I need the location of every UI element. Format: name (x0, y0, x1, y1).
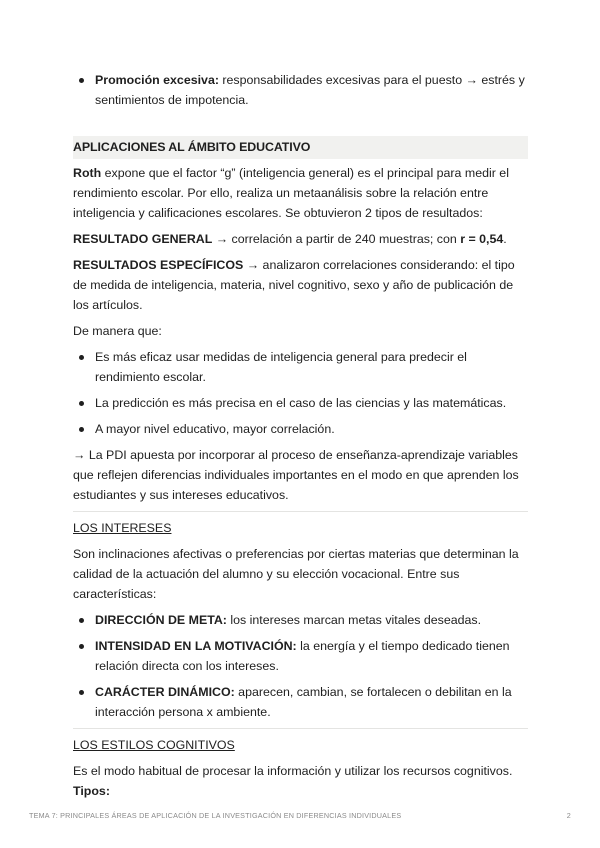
bullet-text: Es más eficaz usar medidas de inteligencia general para predecir el rendimiento escolar. (95, 350, 467, 384)
applications-bullet-list (73, 347, 528, 439)
bullet-term: Promoción excesiva: (95, 73, 219, 87)
interests-bullet-list (73, 610, 528, 722)
paragraph-text: . (503, 232, 507, 246)
document-page (73, 70, 528, 807)
bullet-icon (79, 618, 84, 623)
bullet-icon (79, 644, 84, 649)
paragraph-manner: De manera que: (73, 324, 162, 338)
paragraph-general-result (73, 229, 528, 249)
section-heading-applications: APLICACIONES AL ÁMBITO EDUCATIVO (73, 136, 528, 159)
paragraph-roth (73, 163, 528, 223)
paragraph-text: → correlación a partir de 240 muestras; con (212, 232, 461, 246)
list-item (73, 70, 528, 110)
list-item (73, 636, 528, 676)
page-footer (29, 811, 571, 821)
section-divider (73, 728, 528, 729)
bullet-text: responsabilidades excesivas para el puesto → estrés y sentimientos de impotencia. (95, 73, 525, 107)
top-bullet-list (73, 70, 528, 110)
correlation-value: r = 0,54 (460, 232, 504, 246)
list-item (73, 419, 528, 439)
bullet-icon (79, 78, 84, 83)
bullet-text: aparecen, cambian, se fortalecen o debilitan en la interacción persona x ambiente. (95, 685, 512, 719)
list-item (73, 610, 528, 630)
paragraph-text: Es el modo habitual de procesar la información y utilizar los recursos cognitivos. (73, 764, 513, 778)
author-name: Roth (73, 166, 102, 180)
specific-results-term: RESULTADOS ESPECÍFICOS (73, 258, 244, 272)
types-label: Tipos: (73, 784, 110, 798)
section-divider (73, 511, 528, 512)
paragraph-text: expone que el factor “g” (inteligencia general) es el principal para medir el rendimiento escolar. Por ello, realiza un metaanálisis sobre la relación entre inteligencia y calificaciones escolares. Se obtuvieron 2 tipos de resultados: (73, 166, 509, 220)
list-item (73, 682, 528, 722)
list-item (73, 347, 528, 387)
bullet-text: la energía y el tiempo dedicado tienen relación directa con los intereses. (95, 639, 510, 673)
section-title-cognitive-styles: LOS ESTILOS COGNITIVOS (73, 738, 235, 752)
bullet-icon (79, 401, 84, 406)
list-item (73, 393, 528, 413)
paragraph-interests-intro: Son inclinaciones afectivas o preferencias por ciertas materias que determinan la calidad de la actuación del alumno y su elección vocacional. Entre sus características: (73, 547, 519, 601)
bullet-text: A mayor nivel educativo, mayor correlación. (95, 422, 335, 436)
bullet-text: La predicción es más precisa en el caso de las ciencias y las matemáticas. (95, 396, 507, 410)
bullet-term: CARÁCTER DINÁMICO: (95, 685, 235, 699)
footer-title: TEMA 7: PRINCIPALES ÁREAS DE APLICACIÓN DE LA INVESTIGACIÓN EN DIFERENCIAS INDIVIDUALES (29, 811, 402, 820)
paragraph-text: → analizaron correlaciones considerando: el tipo de medida de inteligencia, materia, nivel cognitivo, sexo y año de publicación de los artículos. (73, 258, 515, 312)
bullet-icon (79, 355, 84, 360)
paragraph-specific-results (73, 255, 528, 315)
section-title-interests: LOS INTERESES (73, 521, 172, 535)
bullet-text: los intereses marcan metas vitales deseadas. (226, 613, 482, 627)
bullet-icon (79, 690, 84, 695)
paragraph-styles-intro (73, 761, 528, 801)
bullet-icon (79, 427, 84, 432)
general-result-term: RESULTADO GENERAL (73, 232, 213, 246)
bullet-term: DIRECCIÓN DE META: (95, 613, 227, 627)
page-number: 2 (566, 811, 571, 820)
paragraph-pdi: → La PDI apuesta por incorporar al proceso de enseñanza-aprendizaje variables que reflejen diferencias individuales importantes en el modo en que aprenden los estudiantes y sus intereses educativos. (73, 448, 519, 502)
bullet-term: INTENSIDAD EN LA MOTIVACIÓN: (95, 639, 297, 653)
